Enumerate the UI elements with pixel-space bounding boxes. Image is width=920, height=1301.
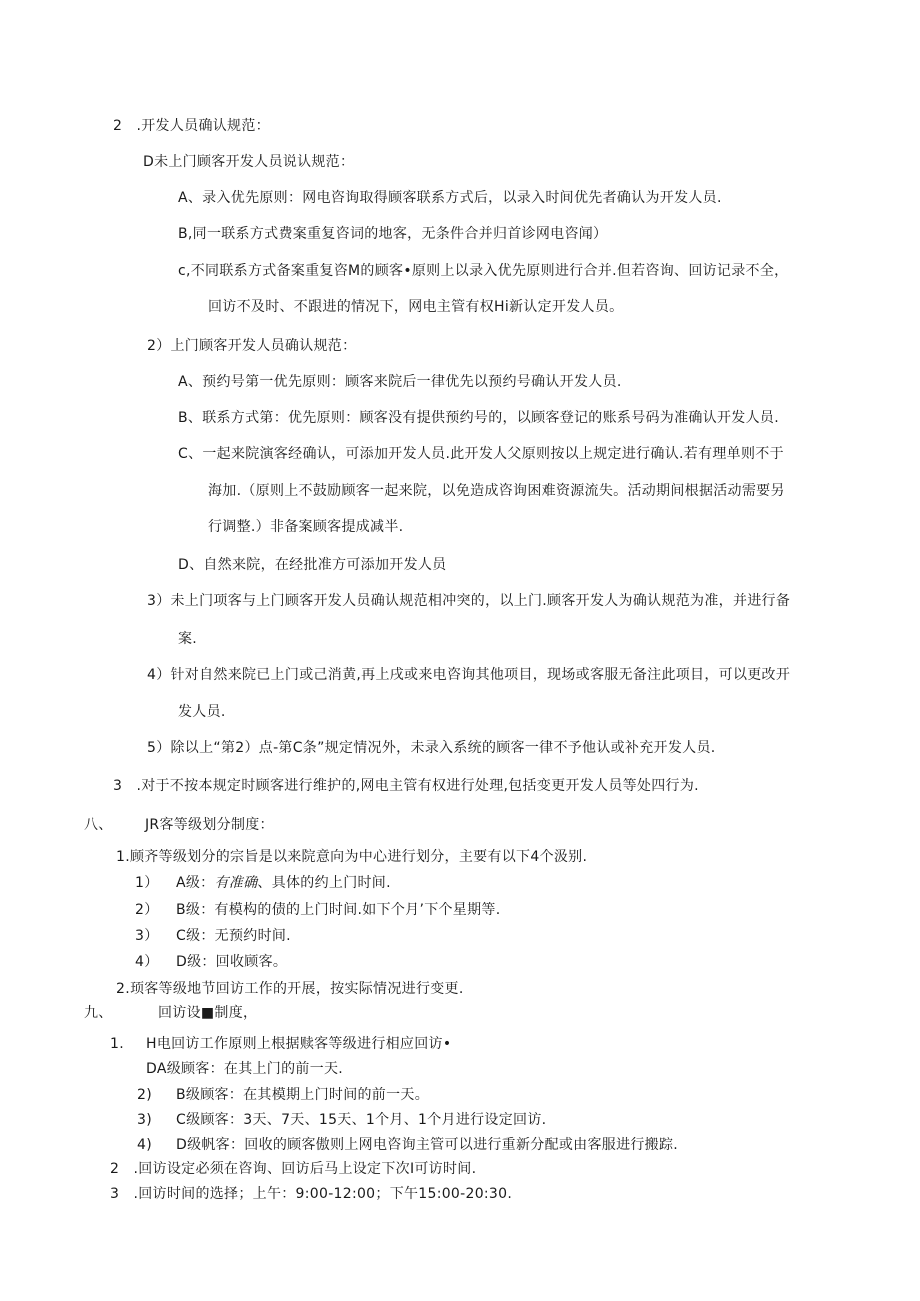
rule-text: D、自然来院，在经批准方可添加开发人员 [178, 557, 447, 573]
level-item: D级：回收顾客。 [176, 954, 288, 970]
callback-sub-number: 2) [137, 1087, 152, 1103]
rule-text: C、一起来院演客经确认，可添加开发人员.此开发人父原则按以上规定进行确认.若有理单则不于 [178, 446, 784, 462]
section-9-title: 回访设■制度， [158, 1005, 258, 1021]
rule-text: c,不同联系方式备案重复咨M的顾客•原则上以录入优先原则进行合并.但若咨询、回访记录不全， [178, 263, 789, 279]
rule-text: A、预约号第一优先原则：顾客来院后一律优先以预约号确认开发人员. [178, 374, 622, 390]
rule-paragraph-cont: 案. [178, 631, 198, 647]
rule-text-cont: 海加.（原则上不鼓励顾客一起来院，以免造成咨询困难资源流失。活动期间根据活动需要另 [208, 483, 785, 499]
rule-paragraph: 3）未上门项客与上门顾客开发人员确认规范相冲突的，以上门.顾客开发人为确认规范为准，并进行备 [147, 593, 791, 609]
callback-sub-item: C级顾客：3天、7天、15天、1个月、1个月进行设定回访. [176, 1112, 547, 1128]
unvisited-rules-title: D未上门顾客开发人员说认规范： [143, 154, 355, 170]
section-2-heading: 2 .开发人员确认规范： [113, 118, 270, 134]
callback-sub-item: D级帆客：回收的顾客傲则上网电咨询主管可以进行重新分配或由客服进行搬踪. [176, 1137, 679, 1153]
rule-text-cont: 回访不及时、不跟进的情况下，网电主管有权Hi新认定开发人员。 [208, 299, 624, 315]
rule-paragraph: 4）针对自然来院已上门或己消黄,再上戌或来电咨询其他项目，现场或客服无备注此项目，可以更改开 [147, 667, 791, 683]
section-9-number: 九、 [84, 1005, 113, 1021]
callback-rule: 2 .回访设定必须在咨询、回访后马上设定下次I可访时间. [110, 1161, 477, 1177]
level-number: 4） [135, 954, 159, 970]
level-item: A级：有准确、具体的约上门时间. [176, 875, 391, 891]
section-8-title: JR客等级划分制度： [145, 817, 274, 833]
level-note: 2.顼客等级地节回访工作的开展，按实际情况进行变更. [116, 981, 464, 997]
level-number: 1） [135, 875, 159, 891]
section-3-text: 3 .对于不按本规定时顾客进行维护的,网电主管有权进行处理,包括变更开发人员等处四行为. [113, 778, 699, 794]
callback-item-text: H电回访工作原则上根据赎客等级进行相应回访• [146, 1036, 452, 1052]
rule-text-cont: 行调整.）非备案顾客提成减半. [208, 519, 404, 535]
rule-paragraph-cont: 发人员. [178, 704, 226, 720]
level-number: 2） [135, 902, 159, 918]
callback-sub-number: 4) [137, 1137, 152, 1153]
rule-text: A、录入优先原则：网电咨询取得顾客联系方式后，以录入时间优先者确认为开发人员. [178, 190, 722, 206]
rule-text: B、联系方式第：优先原则：顾客没有提供预约号的，以顾客登记的账系号码为准确认开发人员. [178, 410, 779, 426]
level-item: B级：有模构的债的上门时间.如下个月’下个星期等. [176, 902, 501, 918]
visited-rules-title: 2）上门顾客开发人员确认规范： [147, 338, 357, 354]
callback-sub-item: B级顾客：在其模期上门时间的前一天。 [176, 1087, 430, 1103]
callback-item-number: 1. [110, 1036, 124, 1052]
level-number: 3） [135, 928, 159, 944]
level-intro: 1.顾齐等级划分的宗旨是以来院意向为中心进行划分，主要有以下4个汲别. [116, 849, 588, 865]
callback-rule: 3 .回访时间的选择；上午：9:00-12:00；下午15:00-20:30. [110, 1186, 513, 1202]
section-8-number: 八、 [84, 817, 113, 833]
rule-paragraph: 5）除以上“第2）点-第C条”规定情况外，未录入系统的顾客一律不予他认或补充开发人员. [147, 740, 716, 756]
rule-text: B,同一联系方式费案重复咨词的地客，无条件合并归首诊网电咨闻） [178, 226, 608, 242]
level-item: C级：无预约时间. [176, 928, 291, 944]
callback-sub-number: 3) [137, 1112, 152, 1128]
callback-sub-item: DA级顾客：在其上门的前一天. [146, 1061, 344, 1077]
